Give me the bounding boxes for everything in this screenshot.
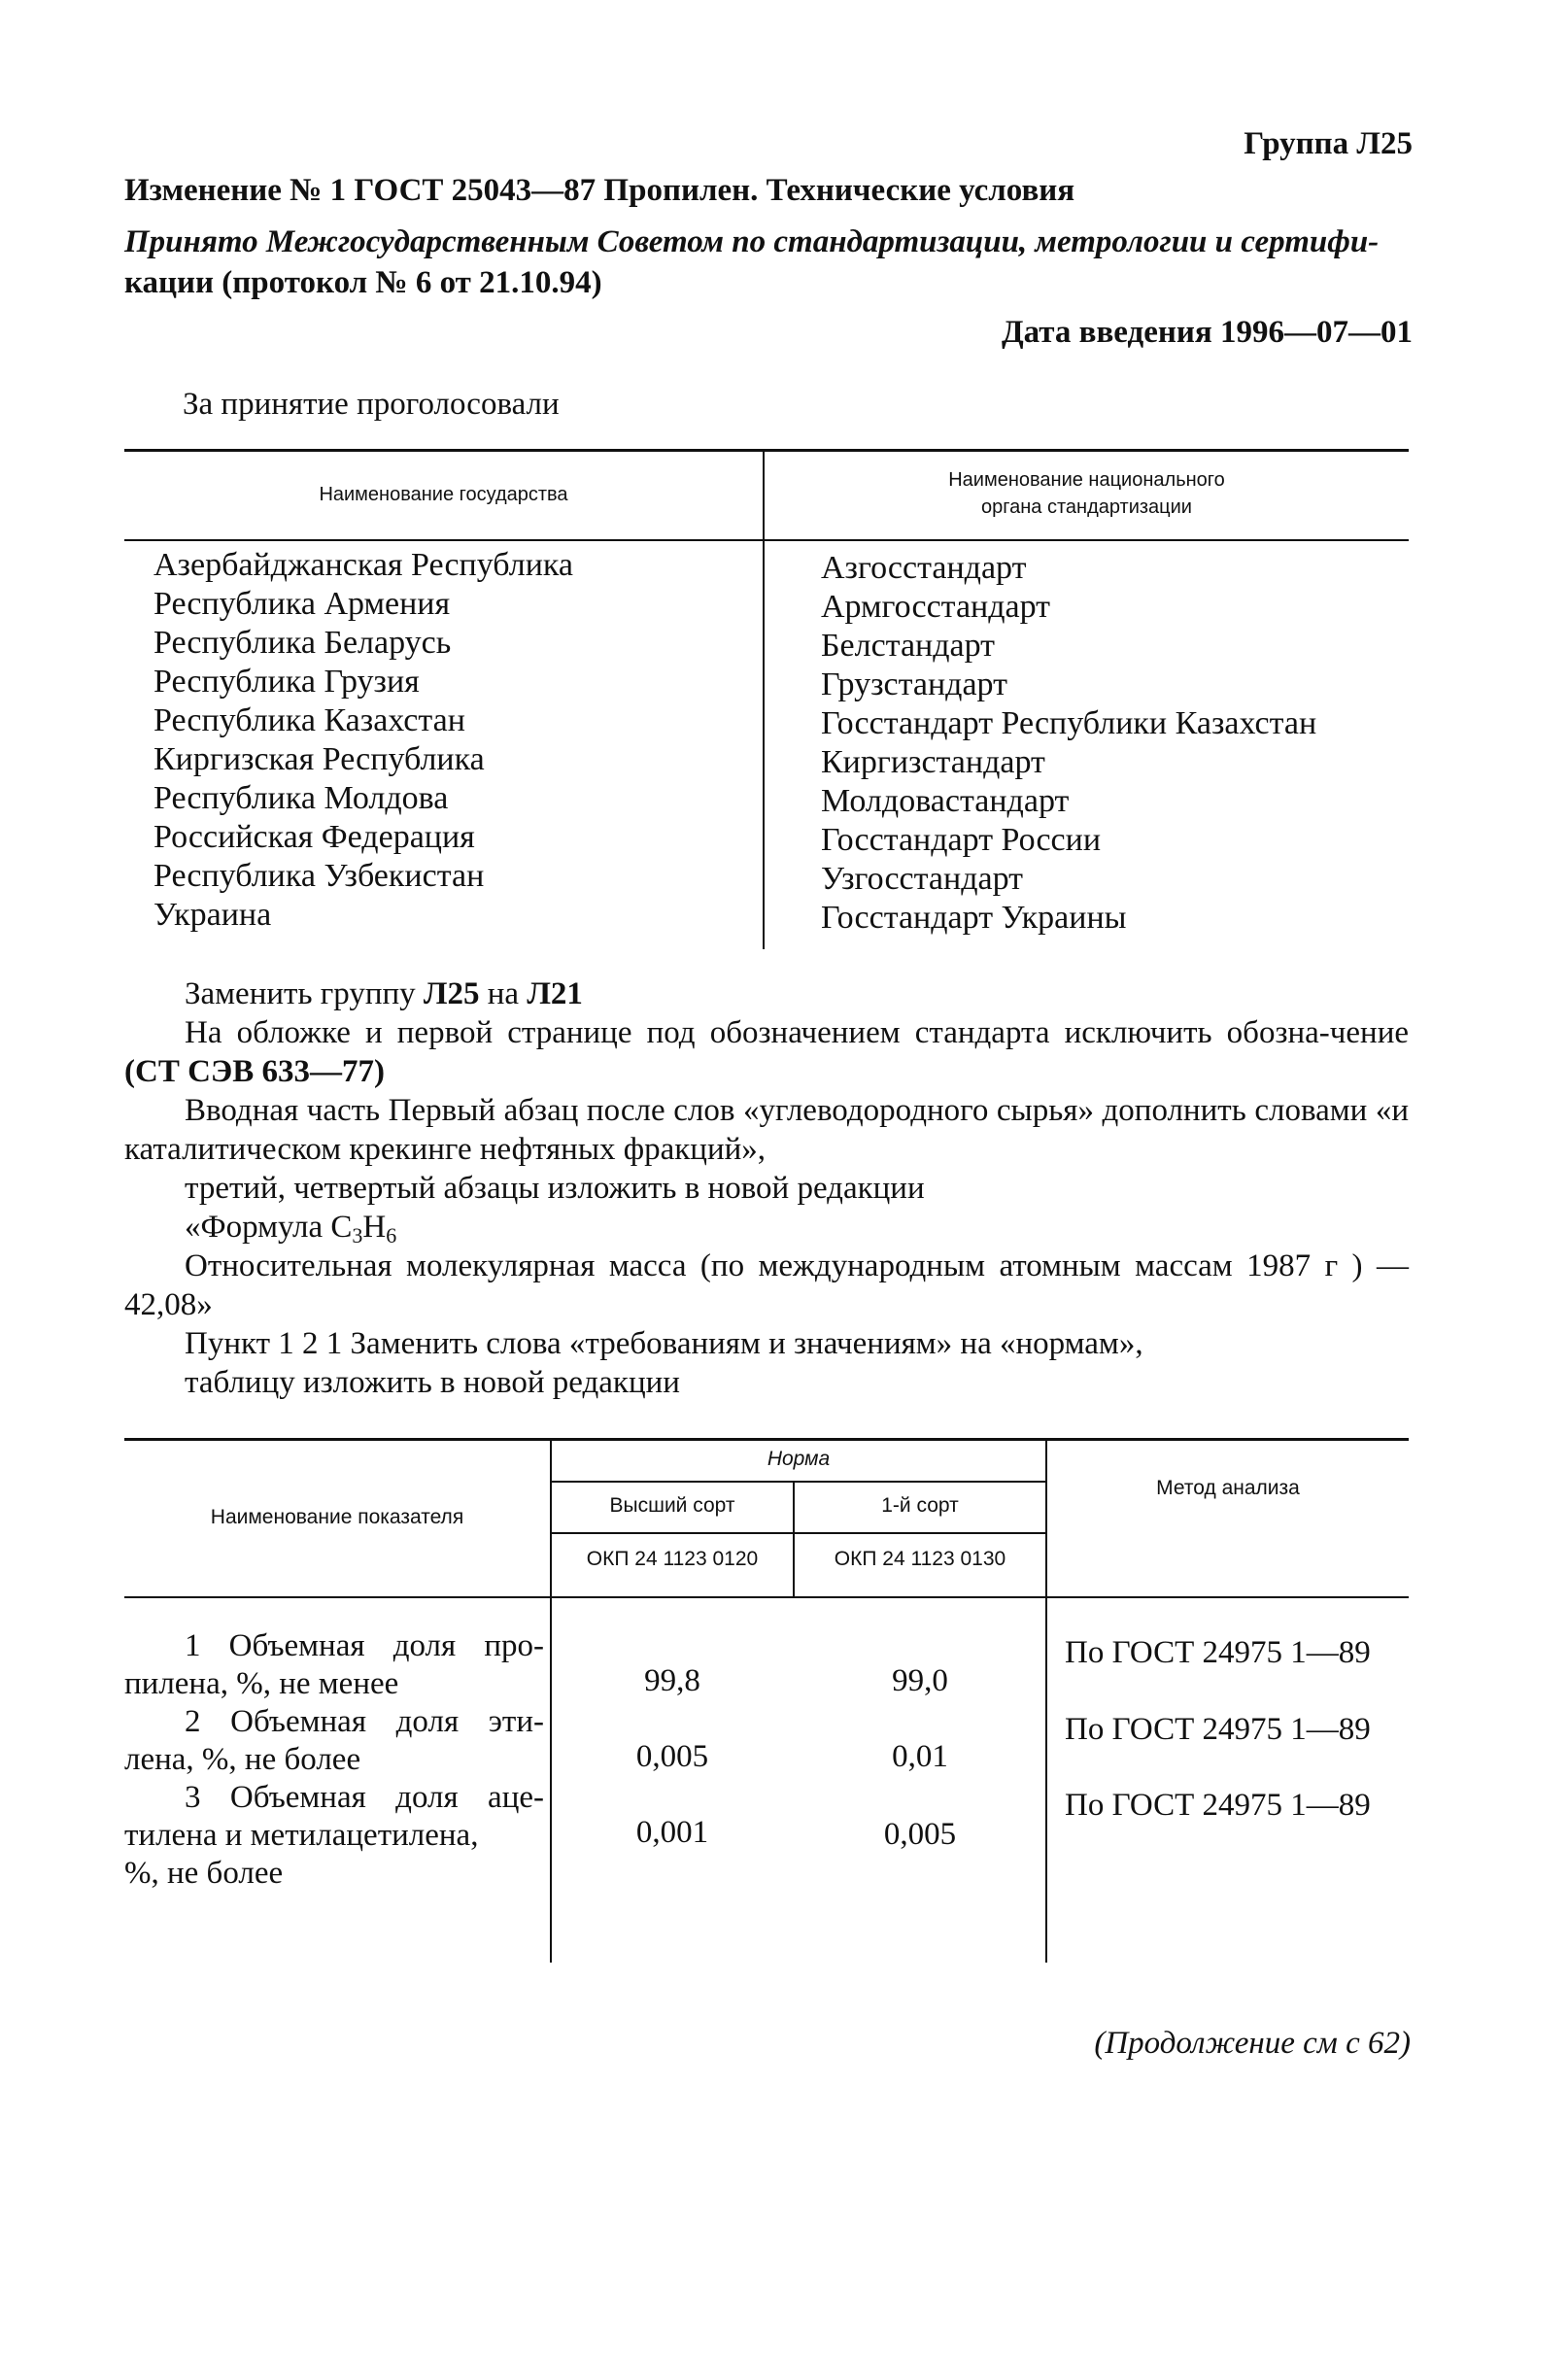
paragraph-cover xyxy=(124,1013,1409,1091)
new-group: Л21 xyxy=(527,976,583,1011)
indicator-line: %, не более xyxy=(124,1856,284,1891)
indicator-line: лена, %, не более xyxy=(124,1742,361,1777)
indicator-line: тилена и метилацетилена, xyxy=(124,1818,479,1853)
state-item: Республика Беларусь xyxy=(153,625,452,661)
voting-intro: За принятие проголосовали xyxy=(183,387,560,422)
state-list xyxy=(153,546,573,935)
method-3: По ГОСТ 24975 1—89 xyxy=(1065,1788,1371,1823)
body-item: Госстандарт Республики Казахстан xyxy=(821,705,1317,741)
voting-header-body-line2: органа стандартизации xyxy=(981,496,1192,518)
header-first-grade: 1-й сорт xyxy=(881,1494,959,1517)
voting-table-top-rule xyxy=(124,449,1409,452)
spec-table xyxy=(124,1438,1409,1963)
paragraph-formula xyxy=(124,1208,1409,1247)
voting-table-column-divider xyxy=(763,449,765,949)
header-top-grade: Высший сорт xyxy=(609,1494,735,1517)
state-item: Киргизская Республика xyxy=(153,741,485,777)
spec-table-okp-rule xyxy=(550,1532,1045,1534)
state-item: Республика Грузия xyxy=(153,664,420,700)
text-span: Заменить группу xyxy=(185,976,424,1011)
body-item: Армгосстандарт xyxy=(821,589,1051,625)
spec-table-header-rule xyxy=(124,1596,1409,1598)
text-span: «Формула С xyxy=(185,1210,353,1245)
amendment-text xyxy=(124,974,1409,1402)
value-top-1: 99,8 xyxy=(644,1663,700,1698)
okp-top-grade: ОКП 24 1123 0120 xyxy=(586,1548,759,1570)
paragraph-intro: Вводная часть Первый абзац после слов «углеводородного сырья» дополнить словами «и каталитическом крекинге нефтяных фракций», xyxy=(124,1093,1409,1167)
indicator-line: 3 Объемная доля аце- xyxy=(185,1780,544,1815)
body-item: Молдовастандарт xyxy=(821,783,1070,819)
voting-header-body xyxy=(765,466,1409,521)
body-item: Узгосстандарт xyxy=(821,861,1024,897)
paragraph-table-intro: таблицу изложить в новой редакции xyxy=(185,1365,680,1400)
state-item: Республика Молдова xyxy=(153,780,449,816)
text-span: на xyxy=(479,976,528,1011)
old-group: Л25 xyxy=(423,976,480,1011)
method-1: По ГОСТ 24975 1—89 xyxy=(1065,1635,1371,1670)
value-top-3: 0,001 xyxy=(635,1815,709,1850)
voting-header-state: Наименование государства xyxy=(319,484,568,505)
voting-table-header-rule xyxy=(124,539,1409,541)
header-method: Метод анализа xyxy=(1156,1477,1300,1499)
paragraph-molar-mass: Относительная молекулярная масса (по международным атомным массам 1987 г ) — 42,08» xyxy=(124,1248,1409,1322)
header-indicator: Наименование показателя xyxy=(210,1506,464,1528)
state-item: Республика Армения xyxy=(153,586,451,622)
spec-table-top-rule xyxy=(124,1438,1409,1441)
state-item: Республика Узбекистан xyxy=(153,858,485,894)
indicator-names xyxy=(124,1627,544,1893)
paragraph-third-fourth: третий, четвертый абзацы изложить в новой редакции xyxy=(185,1171,925,1206)
adoption-note xyxy=(124,222,1426,303)
group-label: Группа Л25 xyxy=(1244,126,1413,161)
subscript: 6 xyxy=(386,1223,397,1247)
spec-table-norm-rule xyxy=(550,1481,1045,1483)
okp-first-grade: ОКП 24 1123 0130 xyxy=(834,1548,1006,1570)
body-item: Госстандарт России xyxy=(821,822,1102,858)
continuation-note: (Продолжение см с 62) xyxy=(1094,2026,1411,2061)
standards-body-list xyxy=(821,549,1316,938)
state-item: Республика Казахстан xyxy=(153,702,465,738)
adoption-note-line2: кации (протокол № 6 от 21.10.94) xyxy=(124,265,602,300)
state-item: Украина xyxy=(153,897,272,933)
indicator-line: 1 Объемная доля про- xyxy=(185,1628,544,1663)
body-item: Белстандарт xyxy=(821,628,996,664)
voting-header-body-line1: Наименование национального xyxy=(948,469,1225,491)
indicator-line: пилена, %, не менее xyxy=(124,1666,399,1701)
value-first-3: 0,005 xyxy=(883,1817,957,1852)
header-norm: Норма xyxy=(767,1448,831,1470)
body-item: Киргизстандарт xyxy=(821,744,1045,780)
indicator-line: 2 Объемная доля эти- xyxy=(185,1704,544,1739)
body-item: Азгосстандарт xyxy=(821,550,1027,586)
body-item: Грузстандарт xyxy=(821,666,1007,702)
adoption-note-line1: Принято Межгосударственным Советом по стандартизации, метрологии и сертифи- xyxy=(124,224,1380,259)
document-title: Изменение № 1 ГОСТ 25043—87 Пропилен. Технические условия xyxy=(124,173,1075,208)
text-span: На обложке и первой странице под обозначением стандарта исключить обозна-чение xyxy=(185,1015,1409,1050)
excluded-designation: (СТ СЭВ 633—77) xyxy=(124,1054,386,1089)
paragraph-group xyxy=(124,974,1409,1013)
value-first-2: 0,01 xyxy=(892,1739,948,1774)
subscript: 3 xyxy=(352,1223,363,1247)
state-item: Российская Федерация xyxy=(153,819,475,855)
body-item: Госстандарт Украины xyxy=(821,900,1127,936)
state-item: Азербайджанская Республика xyxy=(153,547,574,583)
text-span: Н xyxy=(362,1210,387,1245)
paragraph-clause: Пункт 1 2 1 Заменить слова «требованиям и значениям» на «нормам», xyxy=(185,1326,1143,1361)
value-top-2: 0,005 xyxy=(635,1739,709,1774)
value-first-1: 99,0 xyxy=(892,1663,948,1698)
effective-date: Дата введения 1996—07—01 xyxy=(1001,315,1413,350)
spec-table-divider-3 xyxy=(1045,1438,1047,1963)
method-2: По ГОСТ 24975 1—89 xyxy=(1065,1712,1371,1747)
